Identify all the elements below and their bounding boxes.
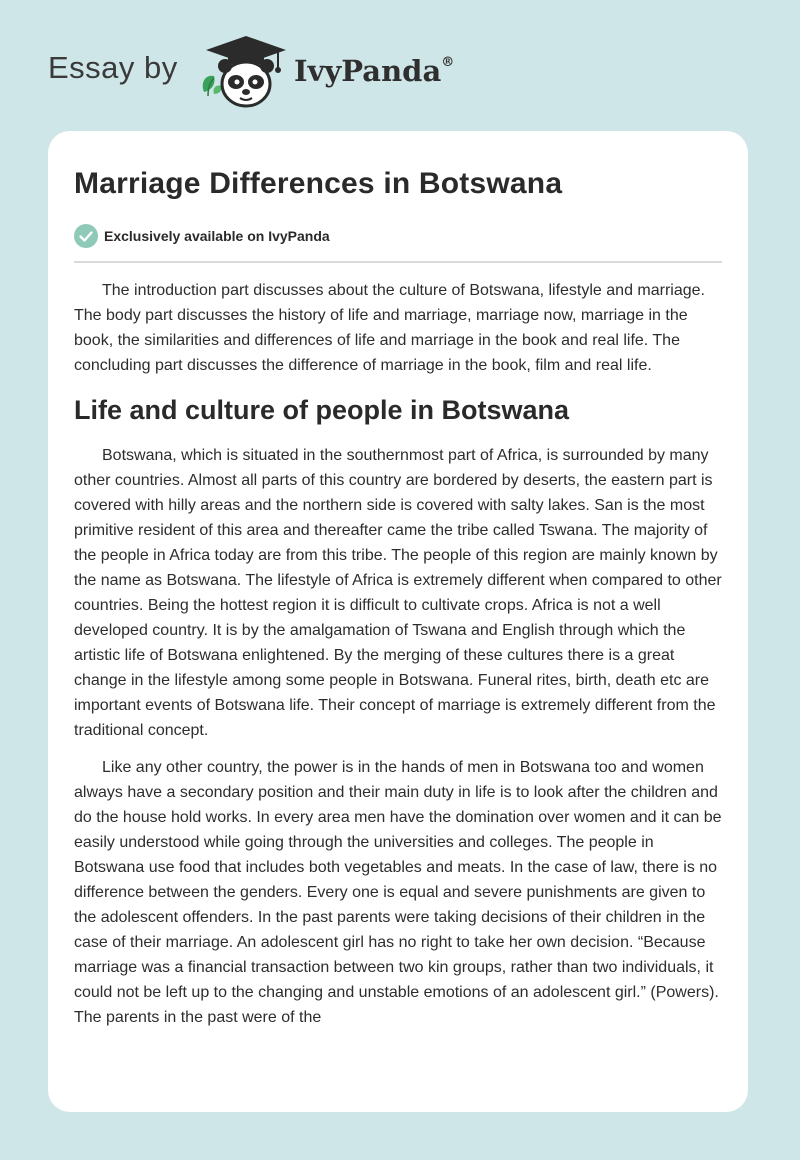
site-header (0, 0, 800, 130)
check-circle-icon (74, 224, 98, 248)
body-paragraph-2: Like any other country, the power is in the hands of men in Botswana too and women always have a secondary position and their main duty in life is to look after the children and do the house hold works. In every area men have the domination over women and it can be easily understood while going through the universities and colleges. The people in Botswana use food that includes both vegetables and meats. In the case of law, there is no difference between the genders. Every one is equal and severe punishments are given to the adolescent offenders. In the past parents were taking decisions of their children in the case of their marriage. An adolescent girl has no right to take her own decision. “Because marriage was a financial transaction between two kin groups, rather than two individuals, it could not be left up to the changing and unstable emotions of an adolescent girl.” (Powers). The parents in the past were of the (74, 759, 722, 1026)
brand-prefix: Essay by (48, 50, 178, 85)
exclusive-badge-text: Exclusively available on IvyPanda (104, 228, 330, 244)
panda-graduate-icon (198, 34, 294, 110)
article-card (48, 131, 748, 1112)
brand-name-text: IvyPanda (294, 54, 442, 88)
divider (74, 261, 722, 263)
intro-paragraph: The introduction part discusses about the culture of Botswana, lifestyle and marriage. The body part discusses the history of life and marriage, marriage now, marriage in the book, the similarities and differences of life and marriage in the book and real life. The concluding part discusses the difference of marriage in the book, film and real life. (74, 282, 705, 374)
body-paragraph-1: Botswana, which is situated in the southernmost part of Africa, is surrounded by many other countries. Almost all parts of this country are bordered by deserts, the eastern part is covered with hilly areas and the northern side is covered with salty lakes. San is the most primitive resident of this area and thereafter came the tribe called Tswana. The majority of the people in Africa today are from this tribe. The people of this region are mainly known by the name as Botswana. The lifestyle of Africa is extremely different when compared to other countries. Being the hottest region it is difficult to cultivate crops. Africa is not a well developed country. It is by the amalgamation of Tswana and English through which the artistic life of Botswana enlightened. By the merging of these cultures there is a great change in the lifestyle among some people in Botswana. Funeral rites, birth, death etc are important events of Botswana life. Their concept of marriage is extremely different from the traditional concept. (74, 447, 722, 739)
trademark-symbol: ® (441, 55, 455, 71)
page-title: Marriage Differences in Botswana (74, 167, 563, 200)
exclusive-badge (74, 223, 330, 249)
article-body (74, 278, 724, 1042)
section-heading: Life and culture of people in Botswana (74, 395, 570, 425)
brand-name (294, 54, 454, 88)
